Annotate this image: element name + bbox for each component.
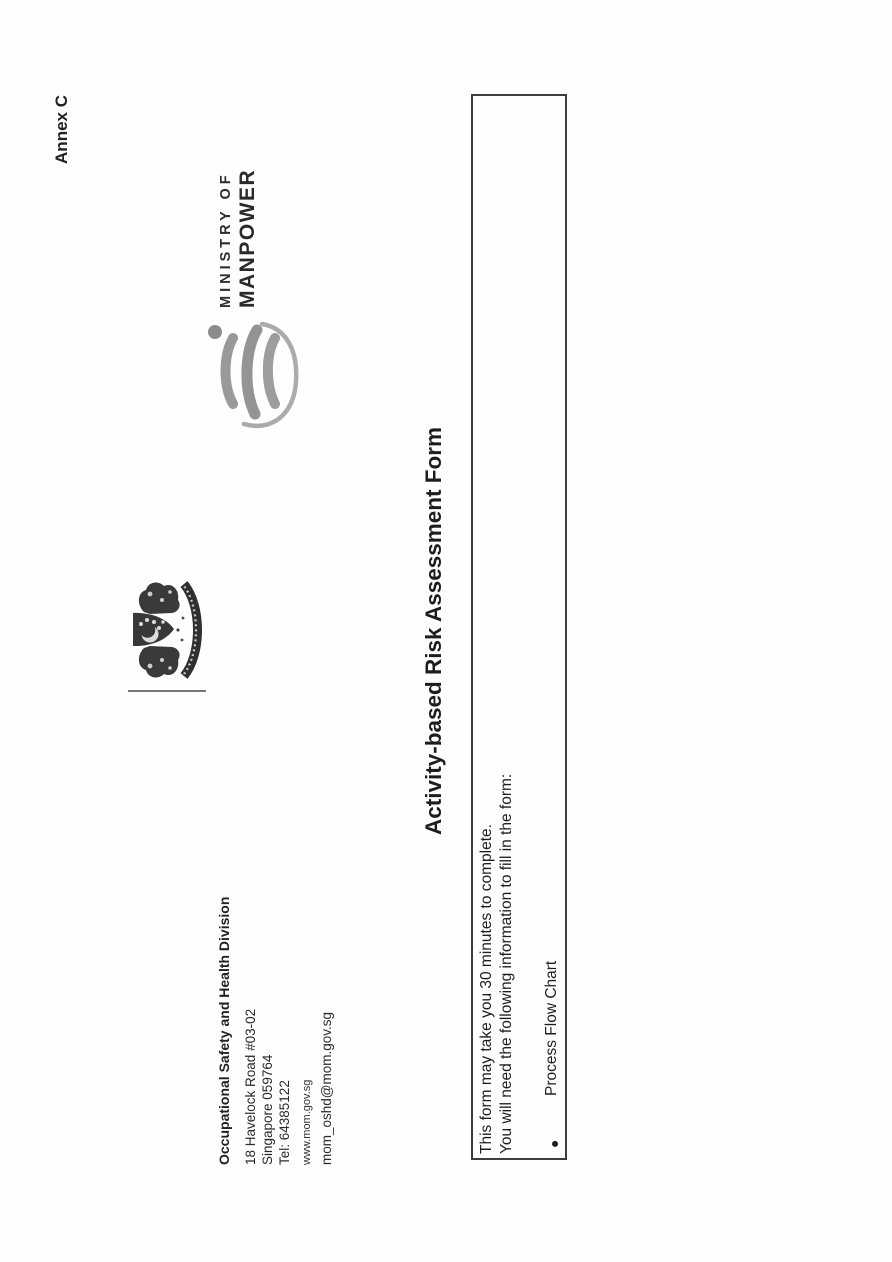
mom-logo: [200, 168, 304, 434]
ministry-of-label: MINISTRY OF: [218, 171, 234, 308]
address-line-1: 18 Havelock Road #03-02: [243, 1008, 258, 1165]
bullet-item-label: Process Flow Chart: [543, 960, 560, 1096]
mom-logo-text: [218, 168, 260, 308]
intro-line-2: You will need the following information to fill in the form:: [497, 773, 515, 1154]
address-line-2: Singapore 059764: [260, 1054, 275, 1165]
website-line: www.mom.gov.sg: [301, 1079, 313, 1165]
annex-label: Annex C: [52, 95, 71, 164]
form-title: Activity-based Risk Assessment Form: [421, 426, 446, 836]
manpower-label: MANPOWER: [236, 168, 259, 308]
division-name: Occupational Safety and Health Division: [216, 896, 232, 1165]
mom-swoosh-icon: [202, 314, 307, 434]
address-block: [216, 897, 335, 1165]
tel-line: Tel: 64385122: [277, 1080, 292, 1165]
crest-rule-line: [128, 690, 206, 692]
info-box: [471, 94, 567, 1160]
bullet-icon: ●: [546, 1139, 562, 1148]
bullet-item: [543, 96, 563, 1154]
email-line: mom_oshd@mom.gov.sg: [319, 1011, 334, 1165]
singapore-state-crest-icon: [126, 574, 210, 686]
intro-line-1: This form may take you 30 minutes to complete.: [478, 824, 495, 1154]
